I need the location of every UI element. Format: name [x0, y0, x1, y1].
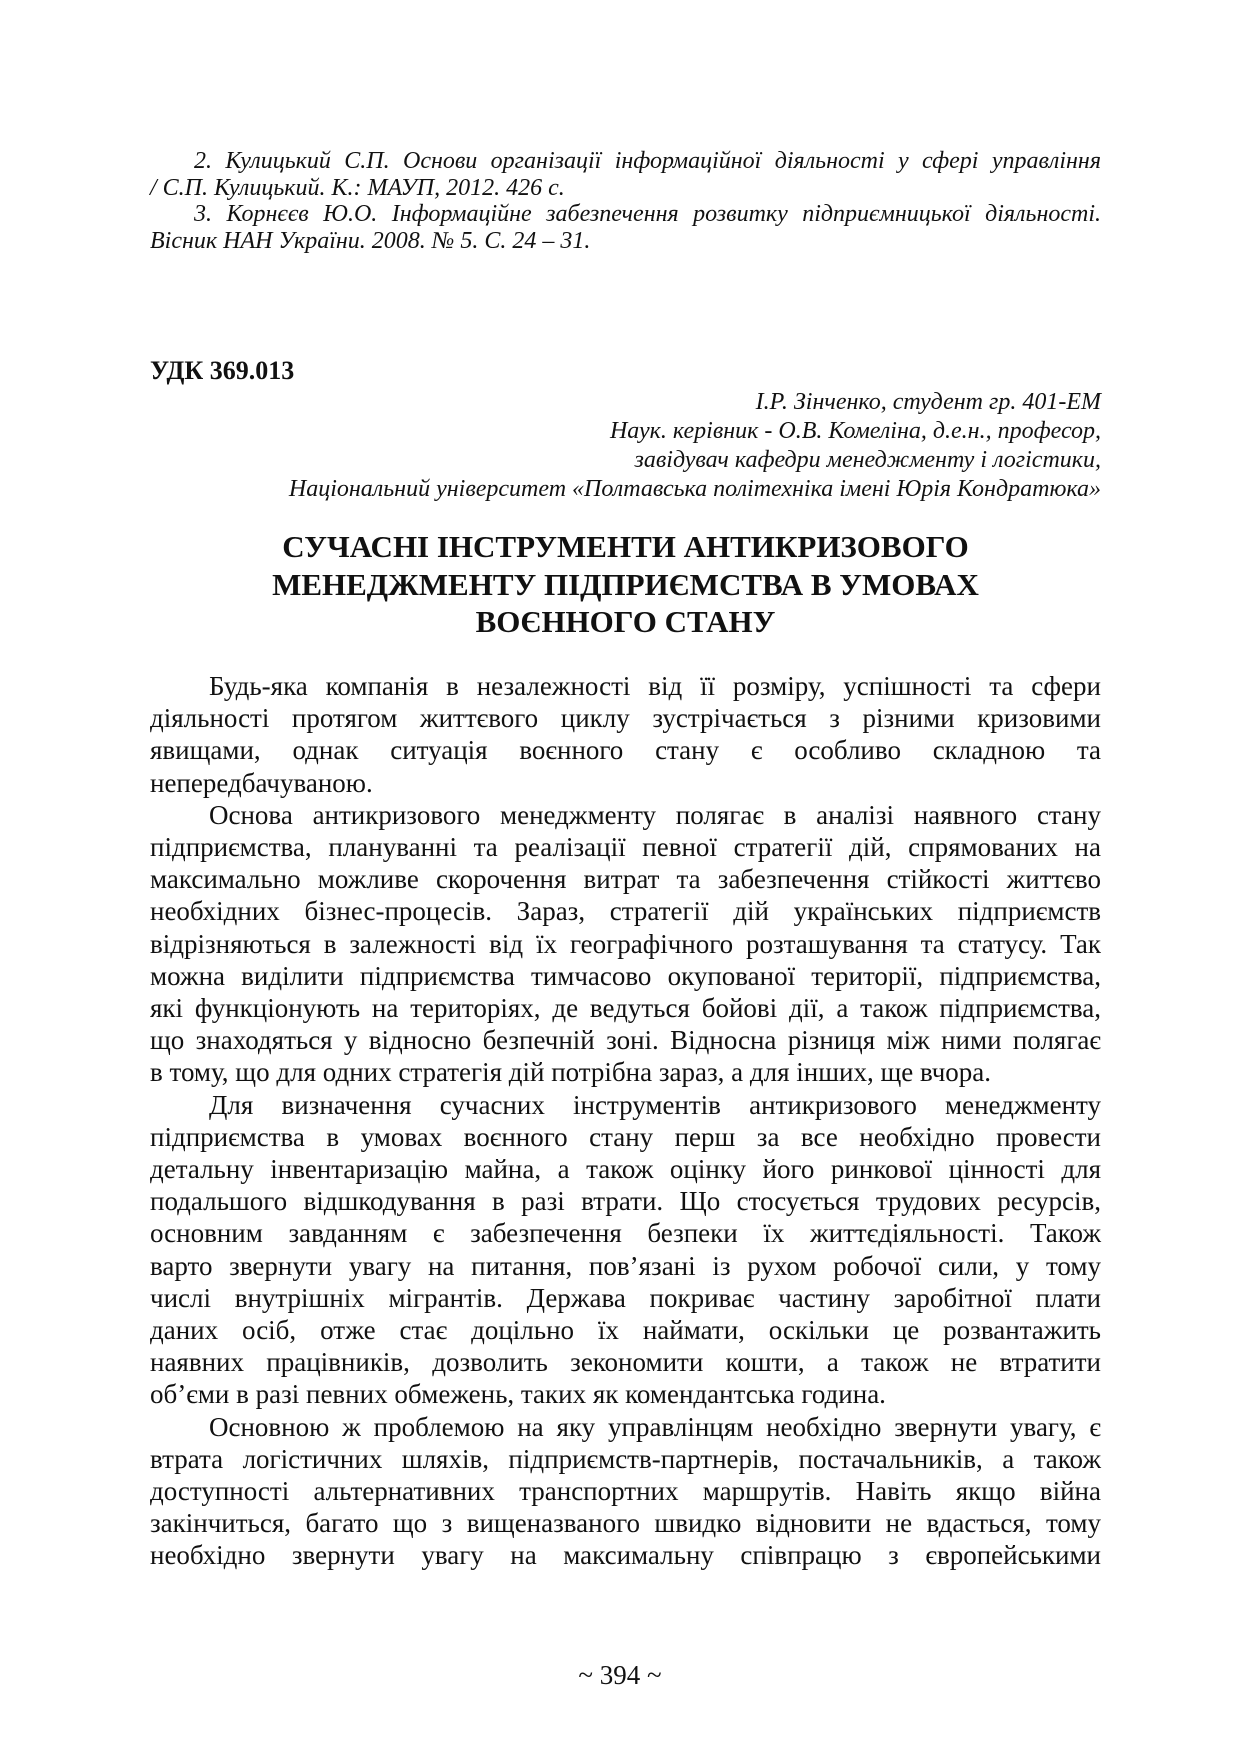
text-line: можна виділити підприємства тимчасово окупованої території, підприємства, — [150, 960, 1101, 991]
text-line: Основа антикризового менеджменту полягає в аналізі наявного стану — [209, 799, 1101, 830]
text-line: Будь-яка компанія в незалежності від її розміру, успішності та сфери — [209, 671, 1101, 701]
reference-item — [150, 201, 1101, 254]
title-line: МЕНЕДЖМЕНТУ ПІДПРИЄМСТВА В УМОВАХ — [272, 566, 979, 602]
text-line: які функціонують на територіях, де ведуться бойові дії, а також підприємства, — [150, 993, 1101, 1024]
title-line: СУЧАСНІ ІНСТРУМЕНТИ АНТИКРИЗОВОГО — [282, 529, 969, 564]
title-line: ВОЄННОГО СТАНУ — [475, 604, 776, 639]
supervisor-line: Наук. керівник - О.В. Комеліна, д.е.н., професор, — [609, 418, 1101, 444]
text-line: даних осіб, отже стає доцільно їх наймати, оскільки це розвантажить — [150, 1315, 1101, 1346]
article-title — [150, 528, 1101, 641]
text-line: 3. Корнєєв Ю.О. Інформаційне забезпечення розвитку підприємницької діяльності. — [194, 201, 1101, 227]
text-line: явищами, однак ситуація воєнного стану є особливо складною та — [150, 735, 1101, 766]
text-line: відрізняються в залежності від їх географічного розташування та статусу. Так — [150, 928, 1101, 959]
article-body — [150, 670, 1101, 1572]
text-line: діяльності протягом життєвого циклу зустрічається з різними кризовими — [150, 703, 1101, 734]
paragraph — [150, 799, 1101, 1089]
text-line: наявних працівників, дозволить зекономити кошти, а також не втратити — [150, 1347, 1101, 1378]
reference-list — [150, 148, 1101, 254]
university-line: Національний університет «Полтавська політехніка імені Юрія Кондратюка» — [288, 476, 1101, 502]
text-line: підприємства в умовах воєнного стану перш за все необхідно провести — [150, 1121, 1101, 1152]
udc-code: УДК 369.013 — [150, 356, 295, 385]
reference-item — [150, 148, 1101, 201]
paragraph — [150, 1089, 1101, 1411]
page-number: ~ 394 ~ — [578, 1660, 662, 1690]
text-line: втрата логістичних шляхів, підприємств-партнерів, постачальників, а також — [150, 1443, 1101, 1474]
text-line: в тому, що для одних стратегія дій потрібна зараз, а для інших, ще вчора. — [150, 1057, 992, 1088]
text-line: Вісник НАН України. 2008. № 5. С. 24 – 31. — [150, 227, 591, 254]
text-line: доступності альтернативних транспортних маршрутів. Навіть якщо війна — [150, 1476, 1101, 1507]
text-line: закінчиться, багато що з вищеназваного швидко відновити не вдасться, тому — [150, 1508, 1101, 1539]
text-line: / С.П. Кулицький. К.: МАУП, 2012. 426 с. — [150, 174, 565, 201]
text-line: подальшого відшкодування в разі втрати. Що стосується трудових ресурсів, — [150, 1186, 1101, 1217]
text-line: варто звернути увагу на питання, пов’язані із рухом робочої сили, у тому — [150, 1250, 1101, 1281]
author-block — [150, 388, 1101, 504]
author-line: І.Р. Зінченко, студент гр. 401-ЕМ — [755, 389, 1101, 415]
paragraph — [150, 1411, 1101, 1572]
text-line: основним завданням є забезпечення безпеки їх життєдіяльності. Також — [150, 1218, 1101, 1249]
text-line: що знаходяться у відносно безпечній зоні. Відносна різниця між ними полягає — [150, 1025, 1101, 1056]
department-line: завідувач кафедри менеджменту і логістики, — [634, 447, 1101, 473]
text-line: числі внутрішніх мігрантів. Держава покриває частину заробітної плати — [150, 1282, 1101, 1313]
text-line: необхідних бізнес-процесів. Зараз, стратегії дій українських підприємств — [150, 896, 1101, 927]
text-line: максимально можливе скорочення витрат та забезпечення стійкості життєво — [150, 864, 1101, 895]
text-line: об’єми в разі певних обмежень, таких як комендантська година. — [150, 1379, 886, 1410]
text-line: 2. Кулицький С.П. Основи організації інформаційної діяльності у сфері управління — [194, 148, 1101, 174]
text-line: Для визначення сучасних інструментів антикризового менеджменту — [209, 1089, 1101, 1120]
text-line: Основною ж проблемою на яку управлінцям необхідно звернути увагу, є — [209, 1411, 1101, 1442]
paragraph — [150, 670, 1101, 799]
text-line: необхідно звернути увагу на максимальну співпрацю з європейськими — [150, 1540, 1101, 1571]
text-line: непередбачуваною. — [150, 767, 373, 798]
text-line: підприємства, плануванні та реалізації певної стратегії дій, спрямованих на — [150, 832, 1101, 863]
text-line: детальну інвентаризацію майна, а також оцінку його ринкової цінності для — [150, 1154, 1101, 1185]
